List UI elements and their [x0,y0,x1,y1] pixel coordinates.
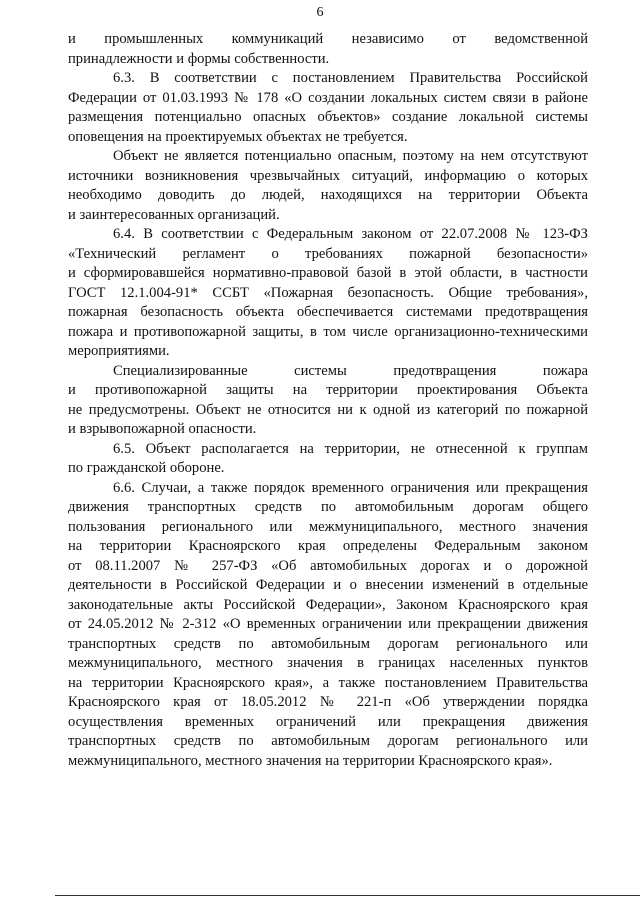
text-line: от 24.05.2012 № 2-312 «О временных ограничении или прекращении движения [68,616,588,632]
text-line: 6.4. В соответствии с Федеральным законом от 22.07.2008 № 123-ФЗ [113,226,588,242]
text-line: Красноярского края от 18.05.2012 № 221-п «Об утверждении порядка [68,694,588,710]
text-line: 6.3. В соответствии с постановлением Правительства Российской [113,70,588,86]
text-line: принадлежности и формы собственности. [68,50,330,67]
text-line: Объект не является потенциально опасным, поэтому на нем отсутствуют [113,148,588,164]
text-line: и противопожарной защиты на территории проектирования Объекта [68,382,588,398]
text-line: пожара и противопожарной защиты, в том числе организационно-техническими [68,323,588,340]
text-line: межмуниципального, местного значения в границах населенных пунктов [68,655,588,671]
text-line: от 08.11.2007 № 257-ФЗ «Об автомобильных дорогах и о дорожной [68,557,588,574]
text-line: оповещения на проектируемых объектах не требуется. [68,128,408,145]
text-line: пользования регионального или межмуниципального, местного значения [68,518,588,535]
text-line: на территории Красноярского края», а также постановлением Правительства [68,674,588,691]
text-line: и сформировавшейся нормативно-правовой базой в этой области, в частности [68,265,588,281]
text-line: источники возникновения чрезвычайных ситуаций, информацию о которых [68,167,588,184]
text-line: размещения потенциально опасных объектов» создание локальной системы [68,109,588,125]
text-line: Специализированные системы предотвращения пожара [113,362,588,379]
text-line: по гражданской обороне. [68,460,225,476]
text-line: на территории Красноярского края определены Федеральным законом [68,538,588,554]
text-line: «Технический регламент о требованиях пожарной безопасности» [68,245,588,262]
text-line: не предусмотрены. Объект не относится ни к одной из категорий по пожарной [68,401,588,418]
page-number: 6 [316,5,324,20]
text-line: осуществления временных ограничений или прекращения движения [68,713,588,730]
text-line: законодательные акты Российской Федерации», Законом Красноярского края [68,596,588,613]
text-line: и промышленных коммуникаций независимо от ведомственной [68,31,588,47]
text-line: движения транспортных средств по автомобильным дорогам общего [68,499,588,515]
text-line: межмуниципального, местного значения на территории Красноярского края». [68,752,553,769]
text-line: и заинтересованных организаций. [68,206,280,223]
text-line: ГОСТ 12.1.004-91* ССБТ «Пожарная безопасность. Общие требования», [68,284,588,301]
text-line: и взрывопожарной опасности. [68,421,257,437]
document-body [68,30,588,771]
text-line: 6.5. Объект располагается на территории, не отнесенной к группам [113,440,588,457]
text-line: Федерации от 01.03.1993 № 178 «О создании локальных систем связи в районе [68,89,588,106]
text-line: транспортных средств по автомобильным дорогам регионального или [68,635,588,652]
text-line: пожарная безопасность объекта обеспечивается системами предотвращения [68,304,588,320]
text-line: 6.6. Случаи, а также порядок временного ограничения или прекращения [113,479,588,496]
page-bottom-rule [55,895,640,896]
text-line: мероприятиями. [68,343,170,359]
text-line: необходимо доводить до людей, находящихся на территории Объекта [68,187,588,203]
text-line: деятельности в Российской Федерации и о внесении изменений в отдельные [68,577,588,593]
text-line: транспортных средств по автомобильным дорогам регионального или [68,733,588,749]
